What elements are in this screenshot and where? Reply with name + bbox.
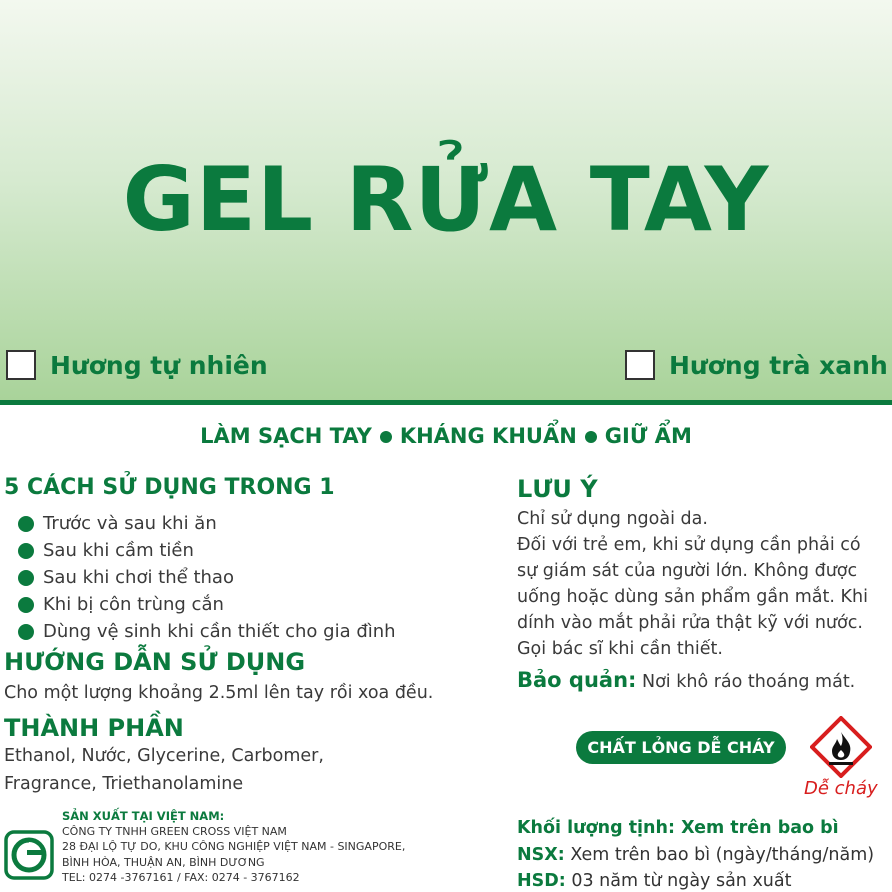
expiry-date: HSD: 03 năm từ ngày sản xuất: [517, 871, 792, 891]
option-green-tea-scent[interactable]: [625, 350, 888, 380]
caution-line: Gọi bác sĩ khi cần thiết.: [517, 639, 723, 659]
caution-line: Đối với trẻ em, khi sử dụng cần phải có: [517, 535, 861, 555]
net-weight: Khối lượng tịnh: Xem trên bao bì: [517, 818, 839, 838]
checkbox-natural-scent[interactable]: [6, 350, 36, 380]
instructions-text: Cho một lượng khoảng 2.5ml lên tay rồi xoa đều.: [4, 683, 434, 703]
manufacturer-line: CÔNG TY TNHH GREEN CROSS VIỆT NAM: [62, 825, 287, 839]
ingredients-heading: THÀNH PHẦN: [4, 714, 184, 742]
header-divider: [0, 400, 892, 405]
list-item: Dùng vệ sinh khi cần thiết cho gia đình: [18, 618, 396, 645]
flame-hazard-icon: [810, 716, 872, 778]
option-natural-scent[interactable]: [6, 350, 268, 380]
bullet-dot-icon: [18, 597, 34, 613]
option-label: Hương tự nhiên: [50, 350, 268, 380]
bullet-dot-icon: [18, 516, 34, 532]
ingredients-line: Ethanol, Nước, Glycerine, Carbomer,: [4, 746, 324, 766]
tagline-item: LÀM SẠCH TAY: [200, 424, 372, 448]
caution-line: dính vào mắt phải rửa thật kỹ với nước.: [517, 613, 863, 633]
bullet-dot-icon: [18, 543, 34, 559]
list-item: Khi bị côn trùng cắn: [18, 591, 396, 618]
bullet-dot-icon: [585, 431, 597, 443]
bullet-dot-icon: [18, 624, 34, 640]
uses-heading: 5 CÁCH SỬ DỤNG TRONG 1: [4, 475, 335, 500]
flammable-caption: Dễ cháy: [804, 778, 878, 799]
uses-list: [18, 510, 396, 645]
manufacturer-line: TEL: 0274 -3767161 / FAX: 0274 - 3767162: [62, 870, 300, 884]
ingredients-line: Fragrance, Triethanolamine: [4, 774, 244, 794]
tagline-item: GIỮ ẨM: [604, 424, 692, 448]
tagline-item: KHÁNG KHUẨN: [399, 424, 577, 448]
product-title: GEL RỬA TAY: [122, 148, 770, 251]
bullet-dot-icon: [380, 431, 392, 443]
caution-heading: LƯU Ý: [517, 475, 598, 503]
checkbox-green-tea-scent[interactable]: [625, 350, 655, 380]
manufacturer-heading: SẢN XUẤT TẠI VIỆT NAM:: [62, 809, 225, 823]
option-label: Hương trà xanh: [669, 350, 888, 380]
bullet-dot-icon: [18, 570, 34, 586]
manufacturer-info: [62, 809, 405, 885]
caution-line: Chỉ sử dụng ngoài da.: [517, 509, 708, 529]
manufacturer-line: BÌNH HÒA, THUẬN AN, BÌNH DƯƠNG: [62, 855, 265, 869]
tagline: [0, 424, 892, 448]
manufacture-date: NSX: Xem trên bao bì (ngày/tháng/năm): [517, 845, 875, 865]
instructions-heading: HƯỚNG DẪN SỬ DỤNG: [4, 648, 306, 676]
list-item: Sau khi chơi thể thao: [18, 564, 396, 591]
storage-label: Bảo quản:: [517, 668, 637, 692]
list-item: Sau khi cầm tiền: [18, 537, 396, 564]
caution-line: sự giám sát của người lớn. Không được: [517, 561, 858, 581]
storage-text: Nơi khô ráo thoáng mát.: [642, 672, 856, 692]
manufacturer-line: 28 ĐẠI LỘ TỰ DO, KHU CÔNG NGHIỆP VIỆT NAM - SINGAPORE,: [62, 840, 406, 854]
flammable-badge: CHẤT LỎNG DỄ CHÁY: [576, 731, 786, 764]
storage-info: [517, 667, 855, 695]
list-item: Trước và sau khi ăn: [18, 510, 396, 537]
company-logo-icon: [4, 830, 54, 880]
caution-line: uống hoặc dùng sản phẩm gần mắt. Khi: [517, 587, 868, 607]
